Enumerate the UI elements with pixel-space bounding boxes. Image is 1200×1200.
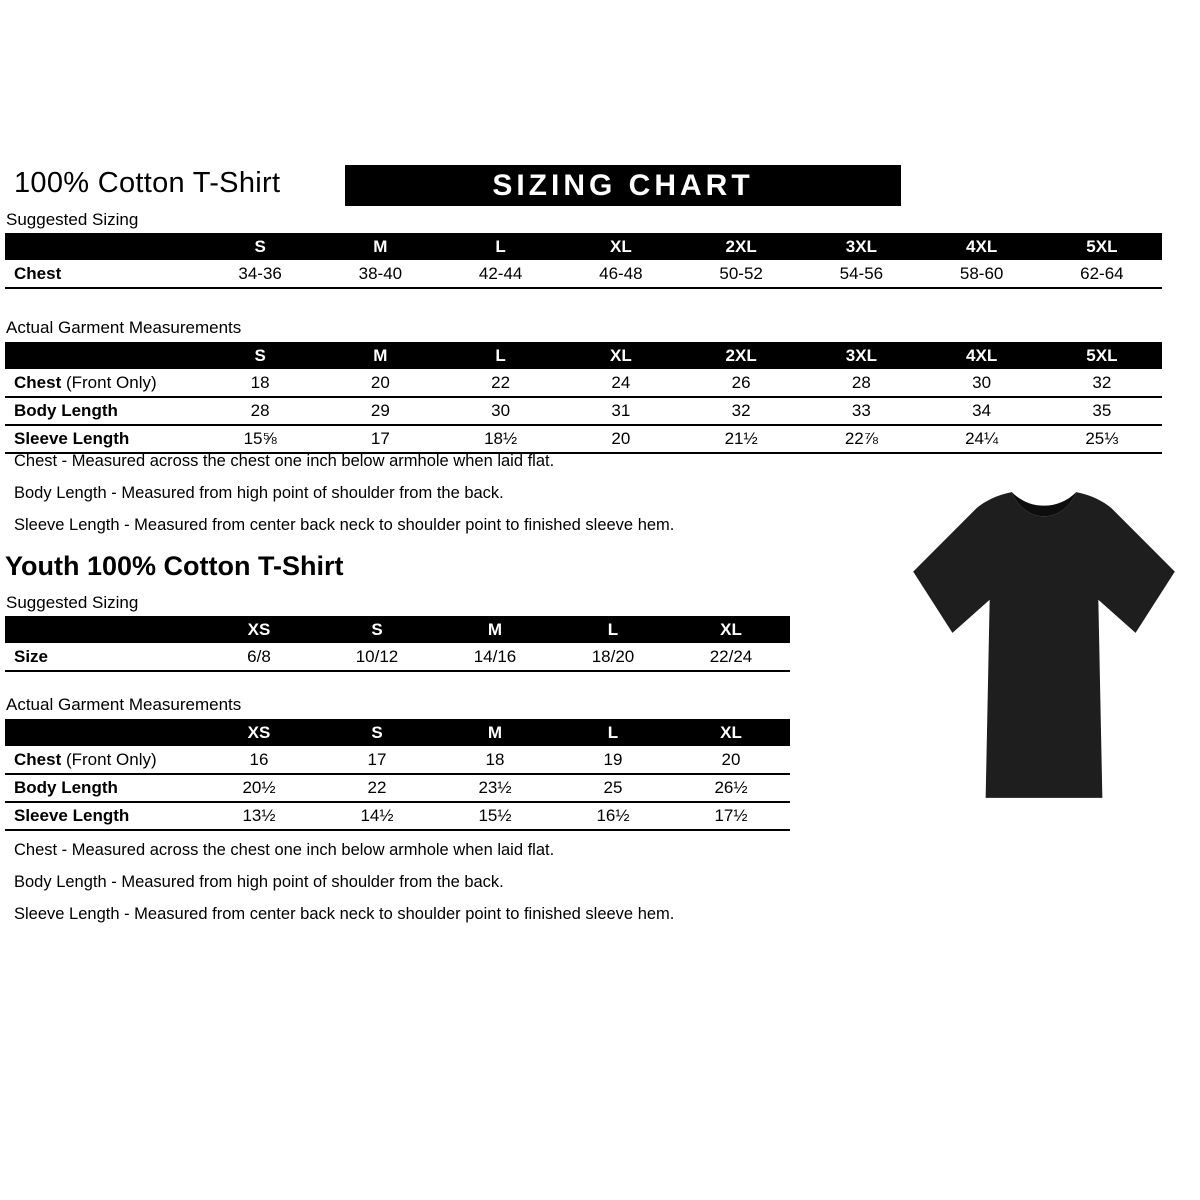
note-chest: Chest - Measured across the chest one inch below armhole when laid flat. (14, 452, 555, 470)
measurement-value-cell: 32 (681, 397, 801, 425)
adult-garment-measurements-label: Actual Garment Measurements (6, 318, 242, 337)
row-label-cell: Chest (5, 260, 200, 288)
sizing-chart-banner (345, 165, 901, 206)
size-table-header-row (5, 616, 790, 643)
measurement-value-cell: 21½ (681, 425, 801, 453)
measurement-value-cell: 34 (922, 397, 1042, 425)
measurement-value-cell: 31 (561, 397, 681, 425)
measurement-row (5, 802, 790, 830)
size-column-header: L (441, 233, 561, 260)
measurement-value-cell: 16 (200, 746, 318, 774)
size-column-header: 4XL (922, 342, 1042, 369)
size-column-header: XL (672, 616, 790, 643)
size-column-header: 3XL (801, 342, 921, 369)
size-column-header: M (436, 616, 554, 643)
row-label-cell: Chest (Front Only) (5, 369, 200, 397)
measurement-value-cell: 26 (681, 369, 801, 397)
note-chest: Chest - Measured across the chest one inch below armhole when laid flat. (14, 841, 555, 859)
header-spacer-cell (5, 342, 200, 369)
size-column-header: 2XL (681, 342, 801, 369)
size-column-header: S (200, 233, 320, 260)
measurement-value-cell: 22/24 (672, 643, 790, 671)
measurement-value-cell: 15½ (436, 802, 554, 830)
note-sleeve-length: Sleeve Length - Measured from center back neck to shoulder point to finished sleeve hem. (14, 516, 675, 534)
size-column-header: L (554, 616, 672, 643)
measurement-value-cell: 20 (561, 425, 681, 453)
banner-title: SIZING CHART (492, 168, 754, 202)
measurement-row (5, 774, 790, 802)
row-label-cell: Chest (Front Only) (5, 746, 200, 774)
youth-suggested-sizing-label: Suggested Sizing (6, 593, 139, 612)
measurement-row (5, 369, 1162, 397)
size-column-header: 4XL (922, 233, 1042, 260)
size-column-header: 3XL (801, 233, 921, 260)
measurement-value-cell: 18 (436, 746, 554, 774)
measurement-value-cell: 62-64 (1042, 260, 1162, 288)
youth-measurement-notes (14, 841, 674, 937)
size-column-header: S (318, 719, 436, 746)
size-table-header-row (5, 233, 1162, 260)
size-column-header: M (320, 233, 440, 260)
size-column-header: M (320, 342, 440, 369)
measurement-value-cell: 23½ (436, 774, 554, 802)
size-table-header-row (5, 719, 790, 746)
size-column-header: XL (672, 719, 790, 746)
measurement-value-cell: 19 (554, 746, 672, 774)
youth-suggested-sizing-table (5, 616, 790, 672)
measurement-row (5, 643, 790, 671)
measurement-value-cell: 30 (922, 369, 1042, 397)
measurement-value-cell: 50-52 (681, 260, 801, 288)
measurement-value-cell: 24¼ (922, 425, 1042, 453)
size-column-header: 5XL (1042, 342, 1162, 369)
measurement-value-cell: 20½ (200, 774, 318, 802)
row-label-cell: Body Length (5, 774, 200, 802)
note-body-length: Body Length - Measured from high point of shoulder from the back. (14, 873, 504, 891)
size-column-header: S (318, 616, 436, 643)
tshirt-image (893, 478, 1195, 810)
measurement-value-cell: 16½ (554, 802, 672, 830)
header-spacer-cell (5, 616, 200, 643)
measurement-value-cell: 10/12 (318, 643, 436, 671)
size-column-header: M (436, 719, 554, 746)
size-column-header: L (441, 342, 561, 369)
measurement-row (5, 425, 1162, 453)
header-spacer-cell (5, 719, 200, 746)
tshirt-body (913, 492, 1175, 798)
size-column-header: XL (561, 233, 681, 260)
note-sleeve-length: Sleeve Length - Measured from center back neck to shoulder point to finished sleeve hem. (14, 905, 675, 923)
measurement-value-cell: 58-60 (922, 260, 1042, 288)
size-column-header: XS (200, 616, 318, 643)
measurement-value-cell: 14/16 (436, 643, 554, 671)
measurement-row (5, 397, 1162, 425)
youth-garment-measurements-table (5, 719, 790, 831)
measurement-value-cell: 17½ (672, 802, 790, 830)
measurement-value-cell: 38-40 (320, 260, 440, 288)
measurement-value-cell: 30 (441, 397, 561, 425)
size-column-header: 2XL (681, 233, 801, 260)
measurement-value-cell: 35 (1042, 397, 1162, 425)
measurement-value-cell: 25⅓ (1042, 425, 1162, 453)
measurement-value-cell: 15⅝ (200, 425, 320, 453)
measurement-value-cell: 20 (672, 746, 790, 774)
measurement-value-cell: 33 (801, 397, 921, 425)
measurement-value-cell: 24 (561, 369, 681, 397)
page-title: 100% Cotton T-Shirt (14, 167, 281, 199)
measurement-value-cell: 18½ (441, 425, 561, 453)
header-spacer-cell (5, 233, 200, 260)
measurement-value-cell: 29 (320, 397, 440, 425)
adult-suggested-sizing-label: Suggested Sizing (6, 210, 139, 229)
measurement-value-cell: 28 (200, 397, 320, 425)
measurement-value-cell: 13½ (200, 802, 318, 830)
measurement-value-cell: 32 (1042, 369, 1162, 397)
measurement-value-cell: 18/20 (554, 643, 672, 671)
adult-garment-measurements-table (5, 342, 1162, 454)
size-column-header: L (554, 719, 672, 746)
measurement-value-cell: 54-56 (801, 260, 921, 288)
measurement-value-cell: 34-36 (200, 260, 320, 288)
measurement-value-cell: 22 (318, 774, 436, 802)
measurement-value-cell: 25 (554, 774, 672, 802)
size-column-header: 5XL (1042, 233, 1162, 260)
size-table-header-row (5, 342, 1162, 369)
measurement-value-cell: 22 (441, 369, 561, 397)
note-body-length: Body Length - Measured from high point of shoulder from the back. (14, 484, 504, 502)
size-column-header: S (200, 342, 320, 369)
measurement-value-cell: 42-44 (441, 260, 561, 288)
youth-garment-measurements-label: Actual Garment Measurements (6, 695, 242, 714)
adult-suggested-sizing-table (5, 233, 1162, 289)
measurement-value-cell: 28 (801, 369, 921, 397)
size-column-header: XL (561, 342, 681, 369)
adult-measurement-notes (14, 452, 674, 548)
measurement-value-cell: 14½ (318, 802, 436, 830)
measurement-row (5, 260, 1162, 288)
youth-title: Youth 100% Cotton T-Shirt (5, 551, 344, 581)
measurement-row (5, 746, 790, 774)
row-label-cell: Sleeve Length (5, 802, 200, 830)
measurement-value-cell: 26½ (672, 774, 790, 802)
measurement-value-cell: 6/8 (200, 643, 318, 671)
row-label-cell: Size (5, 643, 200, 671)
row-label-cell: Sleeve Length (5, 425, 200, 453)
measurement-value-cell: 46-48 (561, 260, 681, 288)
measurement-value-cell: 20 (320, 369, 440, 397)
size-column-header: XS (200, 719, 318, 746)
row-label-cell: Body Length (5, 397, 200, 425)
measurement-value-cell: 17 (320, 425, 440, 453)
measurement-value-cell: 18 (200, 369, 320, 397)
measurement-value-cell: 22⅞ (801, 425, 921, 453)
measurement-value-cell: 17 (318, 746, 436, 774)
